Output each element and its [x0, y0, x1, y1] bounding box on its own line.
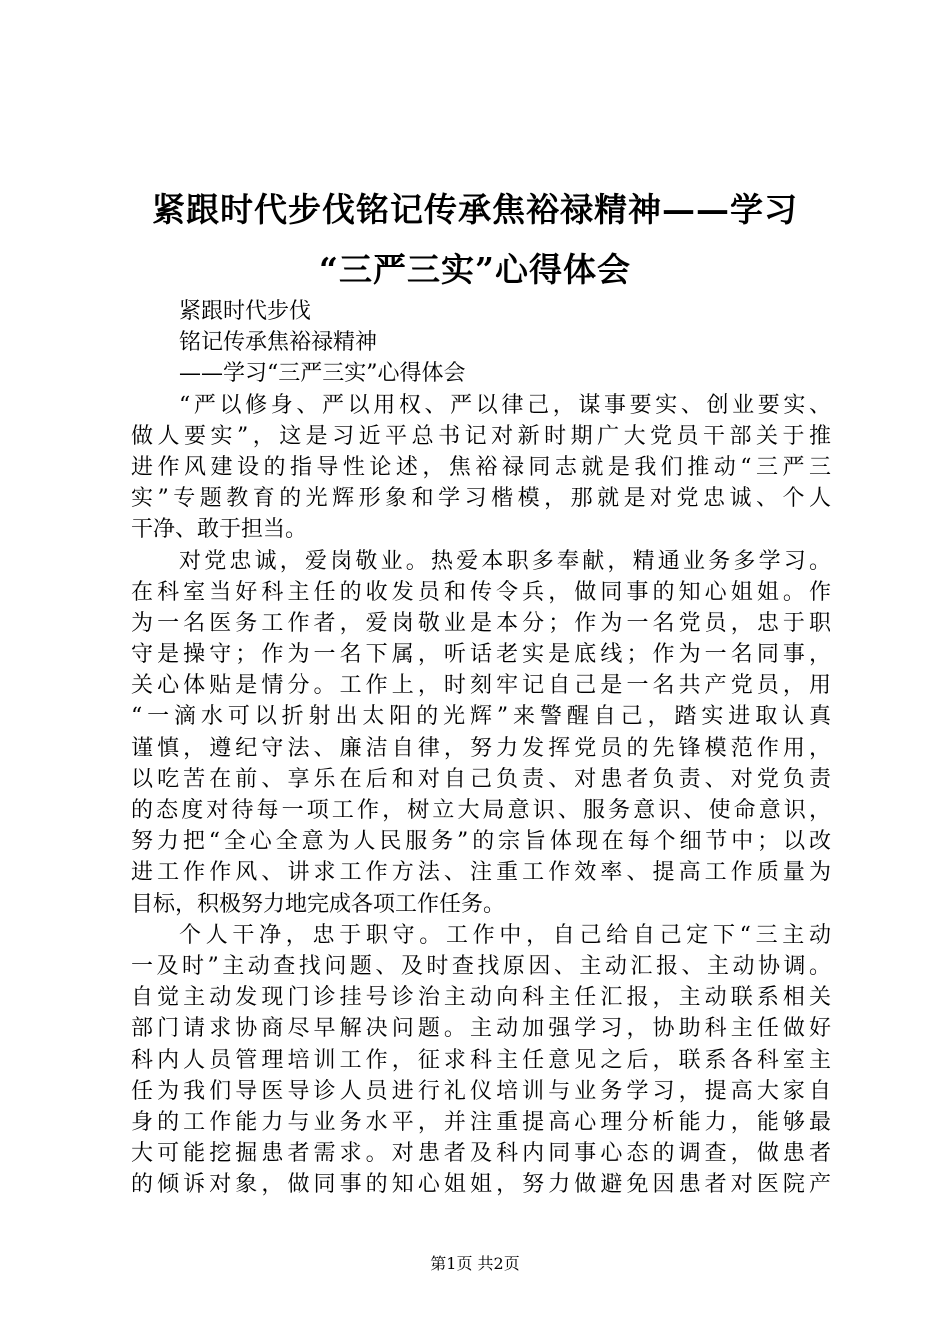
body-text-line: 努力把“全心全意为人民服务”的宗旨体现在每个细节中；以改	[131, 829, 831, 855]
body-text-line: 科内人员管理培训工作，征求科主任意见之后，联系各科室主	[131, 1047, 831, 1073]
body-text-line: ——学习“三严三实”心得体会	[179, 361, 466, 387]
body-text-line: 谨慎，遵纪守法、廉洁自律，努力发挥党员的先锋模范作用，	[131, 735, 831, 761]
body-text-line: 个人干净，忠于职守。工作中，自己给自己定下“三主动	[179, 922, 831, 948]
body-text-line: 大可能挖掘患者需求。对患者及科内同事心态的调查，做患者	[131, 1141, 831, 1167]
body-text-line: 实”专题教育的光辉形象和学习楷模，那就是对党忠诚、个人	[131, 486, 831, 512]
body-text-line: 紧跟时代步伐	[179, 299, 312, 324]
body-text-line: “一滴水可以折射出太阳的光辉”来警醒自己，踏实进取认真	[131, 704, 831, 730]
body-text-line: 的态度对待每一项工作，树立大局意识、服务意识、使命意识，	[131, 798, 831, 823]
body-text-line: 干净、敢于担当。	[131, 517, 308, 543]
document-body	[131, 296, 831, 1200]
body-text-line: 身的工作能力与业务水平，并注重提高心理分析能力，能够最	[131, 1109, 831, 1135]
body-text-line: 任为我们导医导诊人员进行礼仪培训与业务学习，提高大家自	[131, 1078, 831, 1104]
body-text-line: 以吃苦在前、享乐在后和对自己负责、对患者负责、对党负责	[131, 766, 831, 792]
body-text-line: 进工作作风、讲求工作方法、注重工作效率、提高工作质量为	[131, 860, 831, 886]
body-text-line: 自觉主动发现门诊挂号诊治主动向科主任汇报，主动联系相关	[131, 985, 831, 1011]
page-footer: 第1页 共2页	[430, 1254, 520, 1273]
body-text-line: “严以修身、严以用权、严以律己，谋事要实、创业要实、	[179, 392, 831, 418]
body-text-line: 守是操守；作为一名下属，听话老实是底线；作为一名同事，	[131, 642, 831, 668]
body-text-line: 关心体贴是情分。工作上，时刻牢记自己是一名共产党员，用	[131, 673, 831, 699]
document-title-line-2: “三严三实”心得体会	[319, 250, 631, 289]
body-text-line: 在科室当好科主任的收发员和传令兵，做同事的知心姐姐。作	[131, 579, 831, 605]
body-text-line: 为一名医务工作者，爱岗敬业是本分；作为一名党员，忠于职	[131, 610, 831, 636]
body-text-line: 对党忠诚，爱岗敬业。热爱本职多奉献，精通业务多学习。	[179, 548, 831, 574]
body-text-line: 进作风建设的指导性论述，焦裕禄同志就是我们推动“三严三	[131, 454, 831, 480]
body-text-line: 部门请求协商尽早解决问题。主动加强学习，协助科主任做好	[131, 1016, 831, 1042]
body-text-line: 做人要实”，这是习近平总书记对新时期广大党员干部关于推	[131, 423, 831, 449]
body-text-line: 铭记传承焦裕禄精神	[179, 330, 378, 356]
body-text-line: 一及时”主动查找问题、及时查找原因、主动汇报、主动协调。	[131, 953, 831, 979]
document-title-line-1: 紧跟时代步伐铭记传承焦裕禄精神——学习	[152, 190, 798, 229]
body-text-line: 的倾诉对象，做同事的知心姐姐，努力做避免因患者对医院产	[131, 1172, 831, 1198]
body-text-line: 目标，积极努力地完成各项工作任务。	[131, 891, 506, 917]
